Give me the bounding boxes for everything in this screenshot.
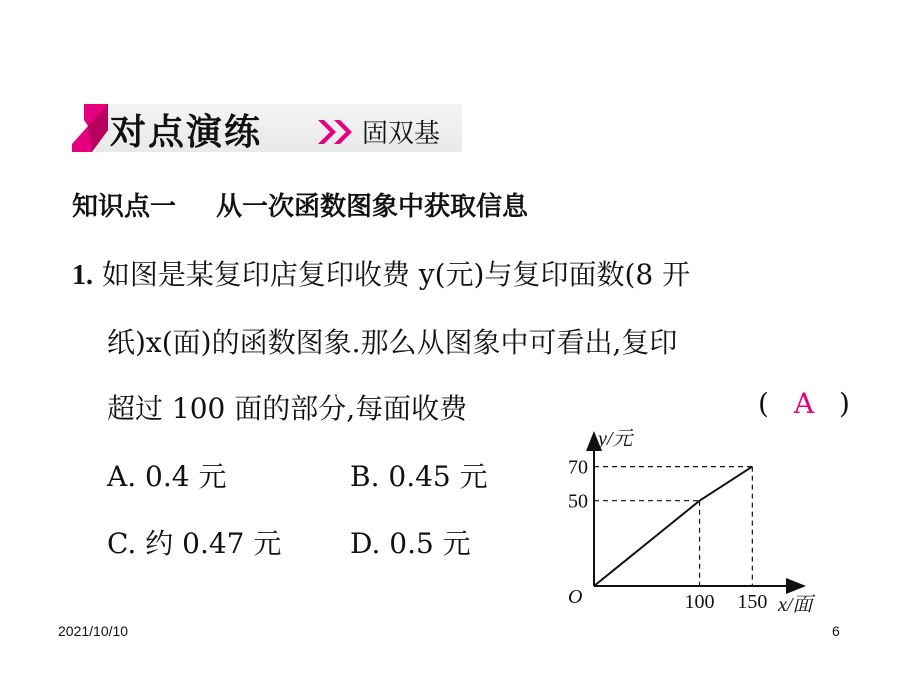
option-a: A. 0.4 元 (107, 460, 227, 493)
y-axis-label: y/元 (598, 428, 633, 450)
question-line-3: 超过 100 面的部分,每面收费 (107, 392, 468, 425)
option-d: D. 0.5 元 (350, 527, 471, 560)
option-b: B. 0.45 元 (350, 460, 488, 493)
knowledge-point-topic: 从一次函数图象中获取信息 (216, 192, 529, 222)
origin-label: O (568, 586, 583, 608)
knowledge-point-label: 知识点一 (72, 192, 177, 222)
banner-subtitle: 固双基 (362, 119, 441, 149)
x-tick-label: 100 (684, 591, 715, 613)
series-line-segment (594, 501, 700, 586)
pink-ribbon-icon (68, 100, 112, 156)
answer-close-paren: ) (838, 387, 850, 420)
question-number: 1. (72, 260, 93, 291)
answer-bracket (758, 387, 850, 420)
x-axis-label: x/面 (778, 594, 813, 616)
banner-title: 对点演练 (110, 112, 263, 153)
x-tick-label: 150 (737, 591, 768, 613)
function-graph (548, 425, 848, 625)
question-line-1 (72, 253, 690, 293)
question-line-2: 纸)x(面)的函数图象.那么从图象中可看出,复印 (107, 326, 678, 359)
answer-letter: A (793, 387, 815, 420)
question-text-1: 如图是某复印店复印收费 y(元)与复印面数(8 开 (101, 258, 691, 291)
y-tick-label: 50 (568, 490, 588, 513)
answer-open-paren: ( (758, 387, 769, 420)
double-chevron-right-icon (316, 118, 356, 146)
section-heading (72, 186, 528, 223)
page-number: 6 (832, 623, 840, 639)
y-tick-label: 70 (568, 456, 588, 479)
footer-date: 2021/10/10 (58, 623, 129, 639)
series-line-segment (700, 467, 753, 501)
option-c: C. 约 0.47 元 (107, 527, 282, 560)
